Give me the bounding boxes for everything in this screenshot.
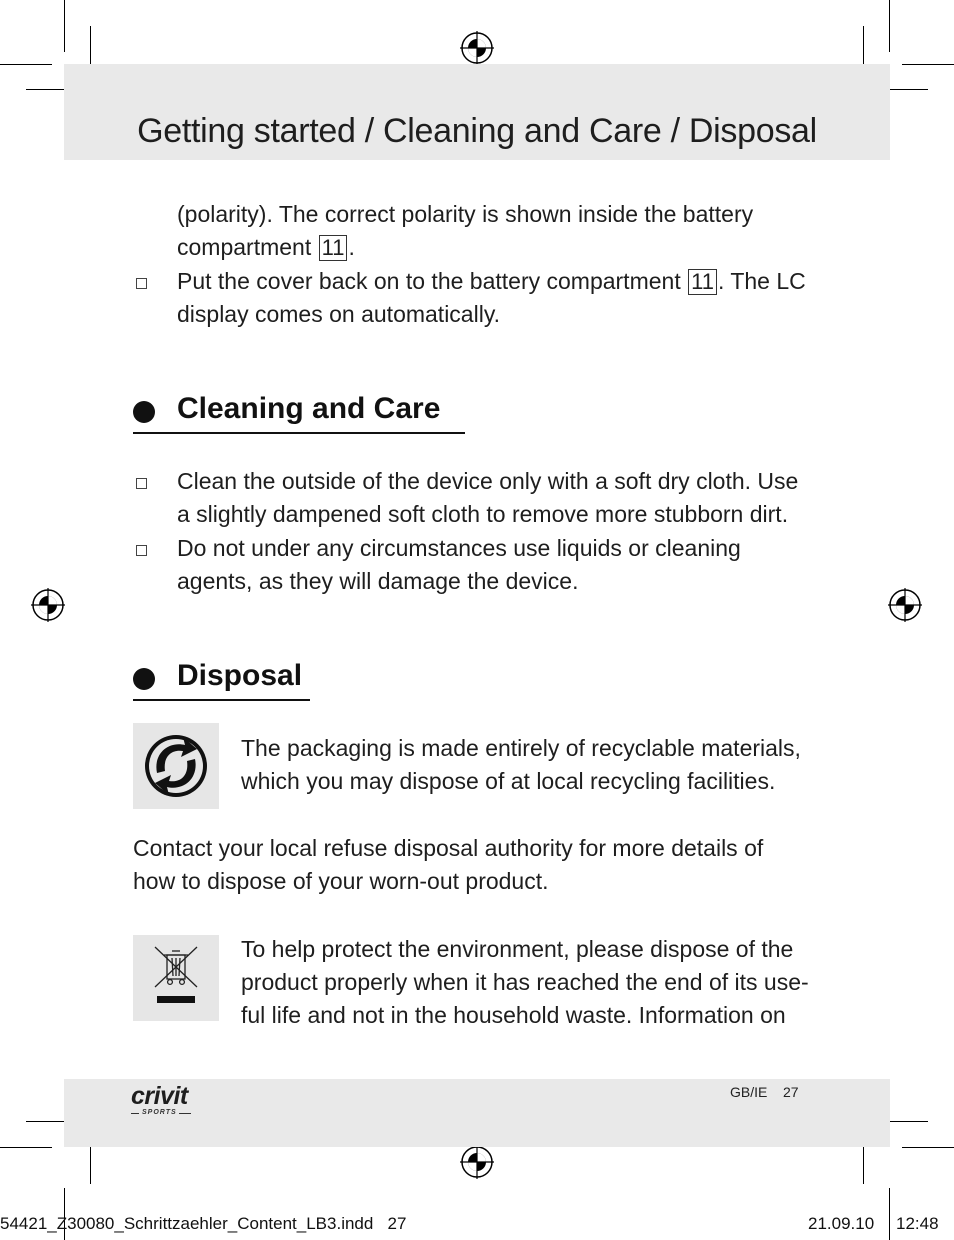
list-item-text: display comes on automatically. [177,301,500,327]
section-underline [133,432,465,434]
recycling-arrows-icon [133,723,219,809]
slug-time: 12:48 [896,1214,939,1233]
slug-date: 21.09.10 [808,1214,875,1233]
weee-text: product properly when it has reached the end of its use- [241,969,809,995]
intro-line [177,231,355,265]
crop-mark [0,1147,52,1148]
weee-text: ful life and not in the household waste. Information on [241,1002,786,1028]
contact-text: how to dispose of your worn-out product. [133,868,549,894]
intro-line [177,198,753,232]
section-bullet-icon [133,668,155,690]
intro-text: . [348,234,355,260]
crop-mark [884,1121,928,1122]
registration-mark-icon [888,588,922,622]
slug-filename: 54421_Z30080_Schrittzaehler_Content_LB3.indd 27 [0,1214,407,1233]
contact-text: Contact your local refuse disposal authority for more details of [133,835,764,861]
page-title: Getting started / Cleaning and Care / Disposal [137,112,817,150]
crop-mark [889,0,890,52]
section-title-cleaning: Cleaning and Care [177,392,441,425]
list-item-text: Put the cover back on to the battery compartment [177,268,681,294]
locale-label: GB/IE [730,1084,768,1100]
checkbox-bullet-icon [136,278,147,289]
registration-mark-icon [460,31,494,65]
section-underline [133,699,310,701]
checkbox-bullet-icon [136,478,147,489]
list-item-text: agents, as they will damage the device. [177,568,579,594]
intro-text: (polarity). The correct polarity is shown inside the battery [177,201,754,227]
brand-logo [131,1083,191,1117]
checkbox-bullet-icon [136,545,147,556]
crop-mark [0,64,52,65]
recycling-text: which you may dispose of at local recycling facilities. [241,768,776,794]
weee-text: To help protect the environment, please dispose of the [241,936,794,962]
intro-text: compartment [177,234,312,260]
registration-mark-icon [460,1145,494,1179]
list-item-text: Clean the outside of the device only with a soft dry cloth. Use [177,468,799,494]
crop-mark [902,1147,954,1148]
list-item-text: a slightly dampened soft cloth to remove more stubborn dirt. [177,501,789,527]
crossed-out-bin-icon [133,935,219,1021]
list-item-text: . The LC [717,268,806,294]
list-item-text: Do not under any circumstances use liquids or cleaning [177,535,741,561]
section-bullet-icon [133,401,155,423]
section-title-disposal: Disposal [177,659,303,692]
brand-subtitle: SPORTS [131,1109,191,1117]
part-reference: 11 [319,235,348,261]
registration-mark-icon [31,588,65,622]
page-number: 27 [783,1084,799,1100]
brand-name: crivit [131,1082,188,1110]
crop-mark [64,0,65,52]
list-item [177,265,806,299]
part-reference: 11 [688,269,717,295]
crop-mark [889,1188,890,1240]
recycling-text: The packaging is made entirely of recyclable materials, [241,735,801,761]
crop-mark [902,64,954,65]
crop-mark [884,89,928,90]
